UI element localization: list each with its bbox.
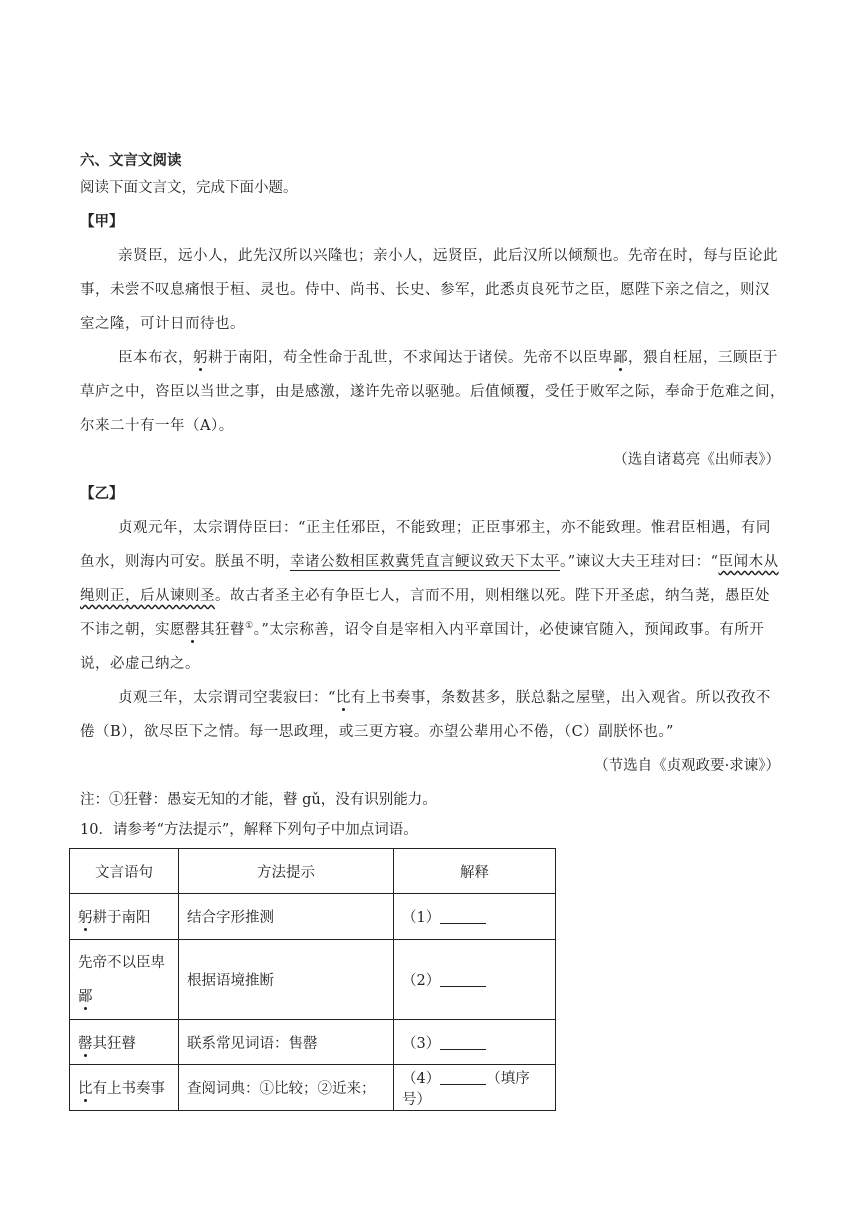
row1-sentence: [70, 894, 179, 940]
row4-sentence: [70, 1065, 179, 1111]
dotted-word-bi: 鄙: [613, 350, 628, 366]
yi-p1-text-c: 。故古者圣主必有争臣七人，言而不用，则相继以死。陛下开圣虑，纳刍荛，愚臣处: [215, 588, 770, 604]
question-table: [69, 848, 556, 1111]
yi-p2-line1: [118, 688, 771, 708]
answer-label: （3）: [402, 1035, 441, 1052]
header-sentence: 文言语句: [70, 849, 179, 894]
row2-sentence: [70, 940, 179, 1020]
jia-p2-line2: 草庐之中，咨臣以当世之事，由是感激，遂许先帝以驱驰。后值倾覆，受任于败军之际，奉命于危难之间，: [80, 384, 785, 400]
answer-blank-3[interactable]: [440, 1035, 486, 1050]
jia-source: （选自诸葛亮《出师表》）: [613, 452, 780, 468]
row4-answer: [394, 1065, 556, 1111]
answer-suffix: （填序号）: [402, 1070, 530, 1108]
yi-label: 【乙】: [80, 485, 124, 502]
jia-p2-line1: [118, 348, 778, 368]
row3-hint: 联系常见词语：售罄: [179, 1020, 394, 1065]
answer-label: （4）: [402, 1070, 441, 1087]
jia-p1-line3: 室之隆，可计日而待也。: [80, 316, 245, 332]
section-title: 六、文言文阅读: [80, 152, 182, 169]
row3-answer: [394, 1020, 556, 1065]
yi-p2-line2: 倦（B），欲尽臣下之情。每一思政理，或三更方寝。亦望公辈用心不倦，（C）副朕怀也。”: [80, 724, 674, 740]
row3-sentence-text: 其狂瞽: [92, 1035, 136, 1052]
answer-blank-2[interactable]: [440, 972, 486, 987]
row2-answer: [394, 940, 556, 1020]
row3-sentence: [70, 1020, 179, 1065]
row2-sentence-text: 先帝不以臣卑: [78, 954, 165, 971]
jia-p2-line3: 尔来二十有一年（A）。: [80, 418, 234, 434]
yi-p1-text-f: 。”太宗称善，诏令自是宰相入内平章国计，必使谏官随入，预闻政事。有所开: [253, 622, 765, 638]
row4-sentence-text: 有上书奏事: [92, 1081, 165, 1097]
yi-p1-text-b: 。”谏议大夫王珪对曰：“: [560, 554, 719, 570]
underlined-sentence: 幸诸公数相匡救冀凭直言鲠议致天下太平: [290, 554, 560, 570]
jia-p1-line2: 事，未尝不叹息痛恨于桓、灵也。侍中、尚书、长史、参军，此悉贞良死节之臣，愿陛下亲之信之，则汉: [80, 282, 770, 298]
row1-hint: 结合字形推测: [179, 894, 394, 940]
yi-p1-line3: [80, 586, 770, 606]
yi-p1-line4: [80, 620, 764, 640]
header-explanation: 解释: [394, 849, 556, 894]
instruction-text: 阅读下面文言文，完成下面小题。: [80, 180, 298, 196]
row4-hint: 查阅词典：①比较；②近来；: [179, 1065, 394, 1111]
dotted-char: 躬: [78, 910, 93, 926]
yi-p2-text-a: 贞观三年，太宗谓司空裴寂曰：“: [118, 690, 336, 706]
yi-p1-line2: [80, 552, 779, 572]
jia-p2-text-a: 臣本布衣，: [118, 350, 193, 366]
dotted-word-bi2: 比: [335, 690, 351, 706]
table-header-row: [70, 849, 556, 894]
table-row: [70, 940, 556, 1020]
dotted-word-qing: 罄: [185, 622, 200, 638]
dotted-char: 鄙: [78, 988, 93, 1005]
answer-blank-1[interactable]: [440, 909, 486, 924]
footnote-marker: ①: [245, 621, 254, 632]
answer-blank-4[interactable]: [440, 1070, 486, 1085]
footnote: 注：①狂瞽：愚妄无知的才能，瞽 gǔ，没有识别能力。: [80, 792, 437, 808]
header-method: 方法提示: [179, 849, 394, 894]
row1-sentence-text: 耕于南阳: [92, 910, 151, 926]
table-row: [70, 894, 556, 940]
table-row: [70, 1065, 556, 1111]
yi-p1-text-d: 不讳之朝，实愿: [80, 622, 185, 638]
jia-p1-line1: 亲贤臣，远小人，此先汉所以兴隆也；亲小人，远贤臣，此后汉所以倾颓也。先帝在时，每与臣论此: [118, 248, 778, 264]
answer-label: （2）: [402, 973, 441, 989]
yi-p1-text-a: 鱼水，则海内可安。朕虽不明，: [80, 554, 290, 570]
yi-p1-text-e: 其狂瞽: [200, 622, 245, 638]
yi-p2-text-b: 有上书奏事，条数甚多，朕总黏之屋壁，出入观省。所以孜孜不: [350, 690, 771, 706]
yi-p1-line5: 说，必虚己纳之。: [80, 656, 200, 672]
dotted-word-gong: 躬: [193, 350, 208, 366]
wavy-underlined-sentence-part1: 臣闻木从: [718, 554, 779, 570]
dotted-char: 比: [78, 1081, 93, 1097]
row2-hint: 根据语境推断: [179, 940, 394, 1020]
yi-p1-line1: 贞观元年，太宗谓侍臣曰：“正主任邪臣，不能致理；正臣事邪主，亦不能致理。惟君臣相遇，有同: [118, 520, 771, 536]
question-10: 10．请参考“方法提示”，解释下列句子中加点词语。: [80, 822, 418, 838]
row1-answer: [394, 894, 556, 940]
jia-p2-text-b: 耕于南阳，苟全性命于乱世，不求闻达于诸侯。先帝不以臣卑: [208, 350, 613, 366]
jia-p2-text-c: ，猥自枉屈，三顾臣于: [628, 350, 778, 366]
dotted-char: 罄: [78, 1035, 93, 1052]
yi-source: （节选自《贞观政要·求谏》）: [594, 758, 780, 774]
table-row: [70, 1020, 556, 1065]
jia-label: 【甲】: [80, 213, 124, 230]
wavy-underlined-sentence-part2: 绳则正，后从谏则圣: [80, 588, 215, 604]
answer-label: （1）: [402, 910, 441, 926]
